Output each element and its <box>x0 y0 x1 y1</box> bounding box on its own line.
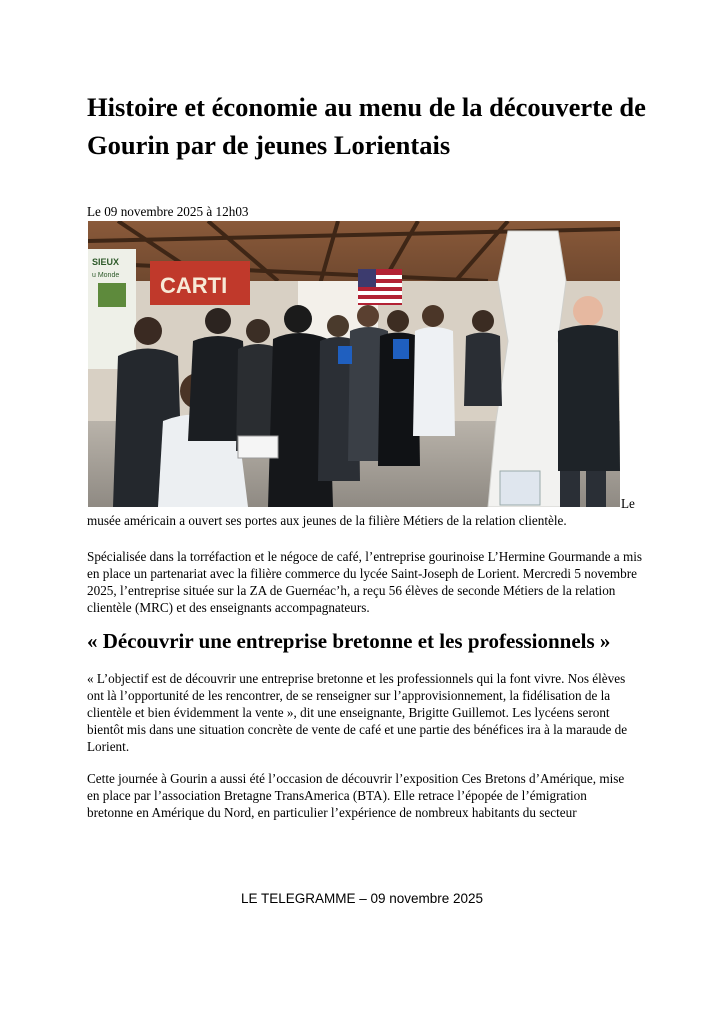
paragraph-intro: Spécialisée dans la torréfaction et le négoce de café, l’entreprise gourinoise L’Hermine Gourmande a mis en place un partenariat avec la filière commerce du lycée Saint-Joseph de Lorient. Mercredi 5 novembre 2025, l’entreprise située sur la ZA de Guernéac’h, a reçu 56 élèves de seconde Métiers de la relation clientèle (MRC) et des enseignants accompagnateurs. <box>87 549 642 615</box>
paragraph-quote: « L’objectif est de découvrir une entreprise bretonne et les professionnels qui la font vivre. Nos élèves ont là l’opportunité de les rencontrer, de se renseigner sur l’approvisionnement, la fidélisation de la clientèle et bien évidemment la vente », dit une enseignante, Brigitte Guillemot. Les lycéens seront bientôt mis dans une situation concrète de vente de café et une partie des bénéfices ira à la maraude de Lorient. <box>87 671 628 754</box>
article-photo <box>88 221 620 507</box>
caption-start: Le <box>621 496 635 511</box>
paragraph-exhibition: Cette journée à Gourin a aussi été l’occasion de découvrir l’exposition Ces Bretons d’Amérique, mise en place par l’association Bretagne TransAmerica (BTA). Elle retrace l’épopée de l’émigration bretonne en Amérique du Nord, en particulier l’expérience de nombreux habitants du secteur <box>87 771 625 820</box>
banner-left-subtext: u Monde <box>92 272 120 279</box>
page-footer-source: LE TELEGRAMME – 09 novembre 2025 <box>240 891 484 906</box>
banner-left-text: SIEUX <box>92 257 120 267</box>
article-title: Histoire et économie au menu de la découverte de Gourin par de jeunes Lorientais <box>87 92 646 160</box>
article-date: Le 09 novembre 2025 à 12h03 <box>87 204 249 219</box>
article-subheading: « Découvrir une entreprise bretonne et les professionnels » <box>87 629 611 653</box>
photo-caption: musée américain a ouvert ses portes aux jeunes de la filière Métiers de la relation clientèle. <box>87 513 567 528</box>
banner-sign-text: CARTI <box>160 273 228 298</box>
